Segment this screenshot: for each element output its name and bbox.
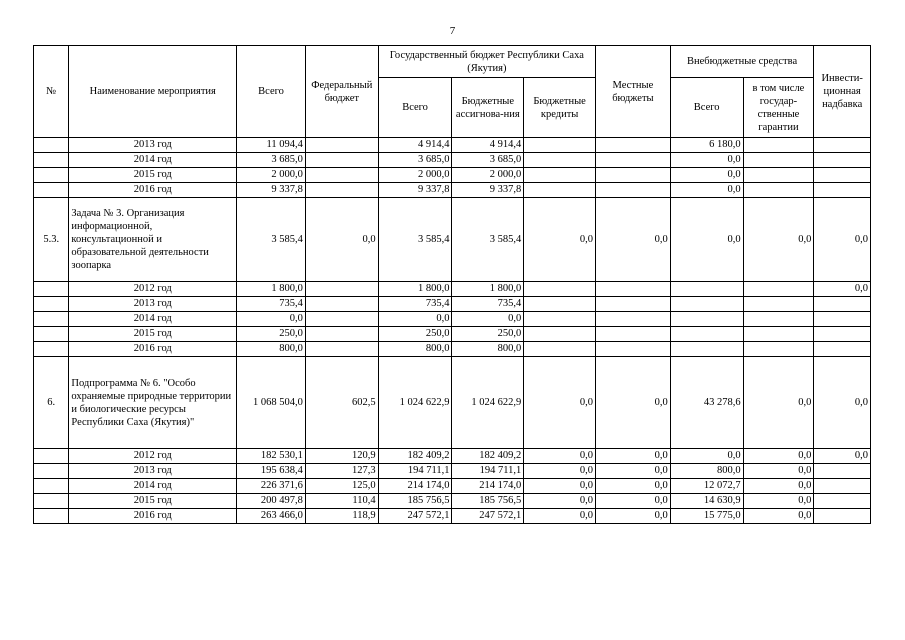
state-credits-cell — [524, 312, 596, 327]
header-name: Наименование мероприятия — [69, 46, 237, 138]
row-name: 2013 год — [69, 138, 237, 153]
state-total-cell: 185 756,5 — [378, 494, 452, 509]
invest-cell — [814, 342, 871, 357]
extra-guarantees-cell — [743, 282, 814, 297]
local-cell — [596, 138, 671, 153]
federal-cell: 118,9 — [305, 509, 378, 524]
extra-guarantees-cell: 0,0 — [743, 494, 814, 509]
table-row — [34, 312, 871, 327]
header-total: Всего — [237, 46, 306, 138]
invest-cell: 0,0 — [814, 357, 871, 449]
local-cell: 0,0 — [596, 494, 671, 509]
federal-cell — [305, 168, 378, 183]
row-name: 2015 год — [69, 494, 237, 509]
extra-guarantees-cell — [743, 183, 814, 198]
federal-cell: 110,4 — [305, 494, 378, 509]
extra-total-cell: 0,0 — [670, 198, 743, 282]
state-alloc-cell: 214 174,0 — [452, 479, 524, 494]
extra-guarantees-cell — [743, 297, 814, 312]
table-row — [34, 479, 871, 494]
total-cell: 263 466,0 — [237, 509, 306, 524]
invest-cell: 0,0 — [814, 198, 871, 282]
state-total-cell: 3 685,0 — [378, 153, 452, 168]
state-total-cell: 3 585,4 — [378, 198, 452, 282]
state-total-cell: 0,0 — [378, 312, 452, 327]
local-cell: 0,0 — [596, 464, 671, 479]
state-credits-cell: 0,0 — [524, 198, 596, 282]
invest-cell — [814, 494, 871, 509]
state-credits-cell — [524, 342, 596, 357]
extra-total-cell: 14 630,9 — [670, 494, 743, 509]
state-total-cell: 1 800,0 — [378, 282, 452, 297]
federal-cell — [305, 297, 378, 312]
local-cell: 0,0 — [596, 198, 671, 282]
table-row — [34, 138, 871, 153]
local-cell — [596, 153, 671, 168]
state-alloc-cell: 182 409,2 — [452, 449, 524, 464]
state-total-cell: 4 914,4 — [378, 138, 452, 153]
table-row — [34, 342, 871, 357]
total-cell: 735,4 — [237, 297, 306, 312]
table-row — [34, 198, 871, 282]
total-cell: 200 497,8 — [237, 494, 306, 509]
header-extra-budget: Внебюджетные средства — [670, 46, 814, 78]
total-cell: 250,0 — [237, 327, 306, 342]
extra-guarantees-cell: 0,0 — [743, 449, 814, 464]
state-credits-cell: 0,0 — [524, 494, 596, 509]
state-credits-cell: 0,0 — [524, 464, 596, 479]
extra-guarantees-cell: 0,0 — [743, 509, 814, 524]
state-credits-cell: 0,0 — [524, 357, 596, 449]
header-local: Местные бюджеты — [596, 46, 671, 138]
row-name: 2013 год — [69, 464, 237, 479]
row-number: 6. — [34, 357, 69, 449]
state-alloc-cell: 9 337,8 — [452, 183, 524, 198]
state-alloc-cell: 0,0 — [452, 312, 524, 327]
invest-cell: 0,0 — [814, 449, 871, 464]
federal-cell: 127,3 — [305, 464, 378, 479]
federal-cell: 125,0 — [305, 479, 378, 494]
total-cell: 800,0 — [237, 342, 306, 357]
row-number — [34, 464, 69, 479]
state-total-cell: 2 000,0 — [378, 168, 452, 183]
table-row — [34, 464, 871, 479]
table-row — [34, 297, 871, 312]
local-cell — [596, 168, 671, 183]
row-number — [34, 168, 69, 183]
row-name: 2012 год — [69, 449, 237, 464]
extra-total-cell: 800,0 — [670, 464, 743, 479]
state-alloc-cell: 4 914,4 — [452, 138, 524, 153]
state-total-cell: 800,0 — [378, 342, 452, 357]
page-number: 7 — [449, 25, 456, 37]
state-credits-cell — [524, 168, 596, 183]
state-alloc-cell: 250,0 — [452, 327, 524, 342]
federal-cell — [305, 312, 378, 327]
invest-cell — [814, 464, 871, 479]
table-row — [34, 357, 871, 449]
extra-guarantees-cell — [743, 342, 814, 357]
table-row — [34, 168, 871, 183]
federal-cell — [305, 153, 378, 168]
state-alloc-cell: 1 800,0 — [452, 282, 524, 297]
row-number — [34, 312, 69, 327]
state-credits-cell — [524, 297, 596, 312]
extra-guarantees-cell — [743, 312, 814, 327]
local-cell: 0,0 — [596, 509, 671, 524]
state-total-cell: 214 174,0 — [378, 479, 452, 494]
row-number — [34, 342, 69, 357]
total-cell: 0,0 — [237, 312, 306, 327]
state-alloc-cell: 3 685,0 — [452, 153, 524, 168]
extra-total-cell: 0,0 — [670, 153, 743, 168]
state-credits-cell — [524, 327, 596, 342]
total-cell: 9 337,8 — [237, 183, 306, 198]
invest-cell — [814, 509, 871, 524]
federal-cell: 120,9 — [305, 449, 378, 464]
federal-cell — [305, 183, 378, 198]
extra-total-cell — [670, 342, 743, 357]
header-extra-guarantees: в том числе государ-ственные гарантии — [743, 78, 814, 138]
invest-cell: 0,0 — [814, 282, 871, 297]
federal-cell — [305, 342, 378, 357]
row-number — [34, 138, 69, 153]
state-alloc-cell: 247 572,1 — [452, 509, 524, 524]
federal-cell: 602,5 — [305, 357, 378, 449]
row-name: 2014 год — [69, 153, 237, 168]
extra-guarantees-cell — [743, 327, 814, 342]
row-name: Подпрограмма № 6. "Особо охраняемые природные территории и биологические ресурсы Республики Саха (Якутия)" — [69, 357, 237, 449]
row-name: 2014 год — [69, 479, 237, 494]
header-state-credits: Бюджетные кредиты — [524, 78, 596, 138]
state-alloc-cell: 800,0 — [452, 342, 524, 357]
row-number — [34, 183, 69, 198]
row-number — [34, 282, 69, 297]
row-name: 2016 год — [69, 509, 237, 524]
extra-total-cell — [670, 282, 743, 297]
total-cell: 182 530,1 — [237, 449, 306, 464]
local-cell — [596, 327, 671, 342]
extra-total-cell — [670, 327, 743, 342]
row-name: 2015 год — [69, 168, 237, 183]
federal-cell: 0,0 — [305, 198, 378, 282]
row-name: 2014 год — [69, 312, 237, 327]
extra-guarantees-cell: 0,0 — [743, 464, 814, 479]
extra-total-cell: 43 278,6 — [670, 357, 743, 449]
local-cell — [596, 297, 671, 312]
local-cell: 0,0 — [596, 449, 671, 464]
state-credits-cell: 0,0 — [524, 509, 596, 524]
federal-cell — [305, 327, 378, 342]
extra-total-cell: 12 072,7 — [670, 479, 743, 494]
row-number — [34, 479, 69, 494]
extra-guarantees-cell: 0,0 — [743, 479, 814, 494]
extra-total-cell: 6 180,0 — [670, 138, 743, 153]
state-credits-cell — [524, 183, 596, 198]
table-row — [34, 494, 871, 509]
total-cell: 3 685,0 — [237, 153, 306, 168]
state-alloc-cell: 3 585,4 — [452, 198, 524, 282]
state-alloc-cell: 185 756,5 — [452, 494, 524, 509]
row-number — [34, 153, 69, 168]
extra-total-cell: 0,0 — [670, 183, 743, 198]
table-row — [34, 449, 871, 464]
extra-guarantees-cell: 0,0 — [743, 198, 814, 282]
row-number: 5.3. — [34, 198, 69, 282]
local-cell: 0,0 — [596, 479, 671, 494]
budget-table — [33, 45, 871, 524]
table-row — [34, 509, 871, 524]
invest-cell — [814, 327, 871, 342]
table-row — [34, 183, 871, 198]
local-cell — [596, 183, 671, 198]
state-credits-cell: 0,0 — [524, 479, 596, 494]
total-cell: 2 000,0 — [237, 168, 306, 183]
row-name: 2015 год — [69, 327, 237, 342]
state-alloc-cell: 735,4 — [452, 297, 524, 312]
header-federal: Федеральный бюджет — [305, 46, 378, 138]
invest-cell — [814, 297, 871, 312]
row-number — [34, 297, 69, 312]
total-cell: 195 638,4 — [237, 464, 306, 479]
state-credits-cell — [524, 282, 596, 297]
total-cell: 3 585,4 — [237, 198, 306, 282]
extra-total-cell: 15 775,0 — [670, 509, 743, 524]
state-alloc-cell: 2 000,0 — [452, 168, 524, 183]
invest-cell — [814, 153, 871, 168]
extra-guarantees-cell — [743, 153, 814, 168]
invest-cell — [814, 312, 871, 327]
extra-total-cell — [670, 297, 743, 312]
state-total-cell: 1 024 622,9 — [378, 357, 452, 449]
row-number — [34, 494, 69, 509]
table-header — [34, 46, 871, 138]
state-credits-cell: 0,0 — [524, 449, 596, 464]
state-alloc-cell: 194 711,1 — [452, 464, 524, 479]
table-row — [34, 327, 871, 342]
row-number — [34, 449, 69, 464]
local-cell — [596, 282, 671, 297]
local-cell — [596, 342, 671, 357]
row-number — [34, 327, 69, 342]
total-cell: 11 094,4 — [237, 138, 306, 153]
table-body — [34, 138, 871, 524]
total-cell: 1 800,0 — [237, 282, 306, 297]
total-cell: 226 371,6 — [237, 479, 306, 494]
state-total-cell: 194 711,1 — [378, 464, 452, 479]
invest-cell — [814, 183, 871, 198]
header-no: № — [34, 46, 69, 138]
invest-cell — [814, 479, 871, 494]
header-invest: Инвести-ционная надбавка — [814, 46, 871, 138]
header-extra-total: Всего — [670, 78, 743, 138]
state-alloc-cell: 1 024 622,9 — [452, 357, 524, 449]
header-state-alloc: Бюджетные ассигнова-ния — [452, 78, 524, 138]
local-cell: 0,0 — [596, 357, 671, 449]
table-row — [34, 153, 871, 168]
header-state-total: Всего — [378, 78, 452, 138]
state-total-cell: 247 572,1 — [378, 509, 452, 524]
local-cell — [596, 312, 671, 327]
row-name: 2016 год — [69, 342, 237, 357]
state-total-cell: 250,0 — [378, 327, 452, 342]
row-number — [34, 509, 69, 524]
federal-cell — [305, 138, 378, 153]
table-row — [34, 282, 871, 297]
state-total-cell: 735,4 — [378, 297, 452, 312]
row-name: 2013 год — [69, 297, 237, 312]
extra-total-cell — [670, 312, 743, 327]
extra-guarantees-cell — [743, 138, 814, 153]
state-credits-cell — [524, 138, 596, 153]
extra-guarantees-cell: 0,0 — [743, 357, 814, 449]
total-cell: 1 068 504,0 — [237, 357, 306, 449]
extra-guarantees-cell — [743, 168, 814, 183]
state-total-cell: 9 337,8 — [378, 183, 452, 198]
invest-cell — [814, 138, 871, 153]
extra-total-cell: 0,0 — [670, 449, 743, 464]
invest-cell — [814, 168, 871, 183]
federal-cell — [305, 282, 378, 297]
state-total-cell: 182 409,2 — [378, 449, 452, 464]
row-name: 2016 год — [69, 183, 237, 198]
extra-total-cell: 0,0 — [670, 168, 743, 183]
header-state-budget: Государственный бюджет Республики Саха (Якутия) — [378, 46, 595, 78]
state-credits-cell — [524, 153, 596, 168]
row-name: Задача № 3. Организация информационной, консультационной и образовательной деятельности зоопарка — [69, 198, 237, 282]
row-name: 2012 год — [69, 282, 237, 297]
